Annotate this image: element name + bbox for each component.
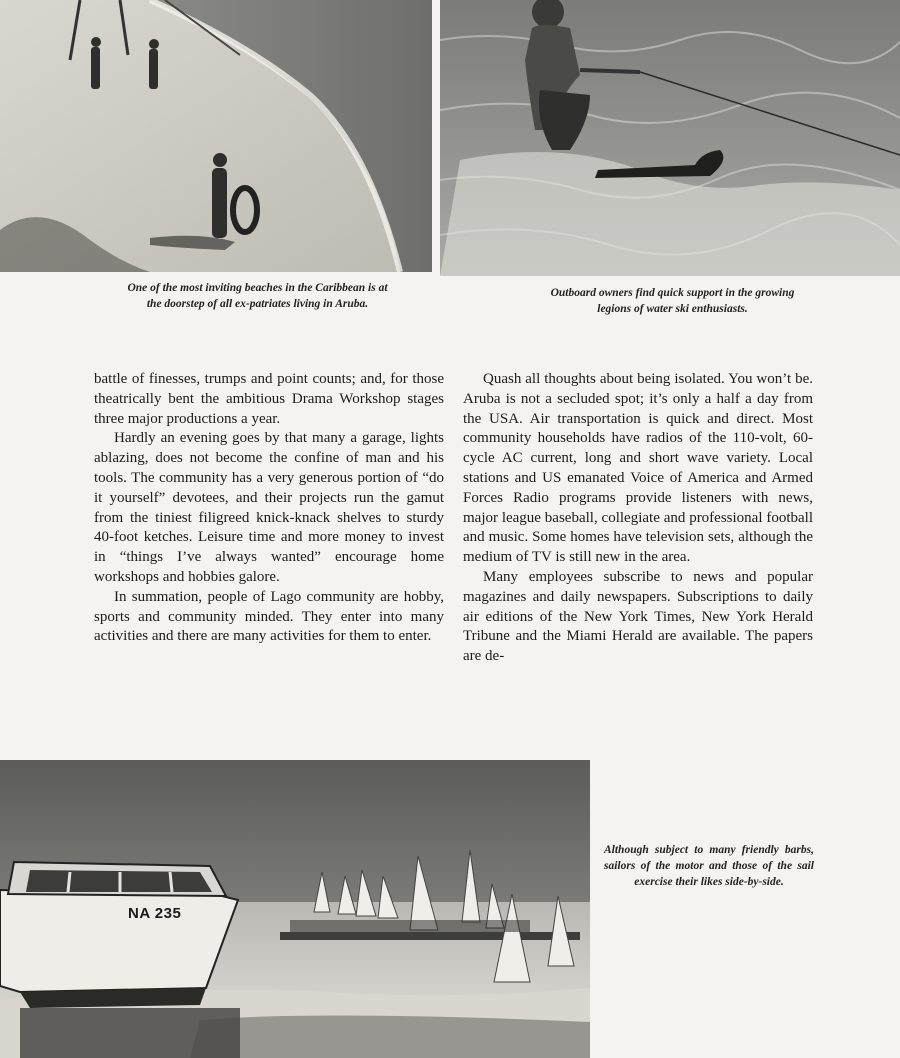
beach-photo-caption: One of the most inviting beaches in the Caribbean is at the doorstep of all ex-patriates living in Aruba.	[127, 282, 388, 310]
beach-photo	[0, 0, 432, 272]
beach-photo-image	[0, 0, 432, 272]
boat-hull-label: NA 235	[128, 905, 182, 922]
article-column-right	[463, 370, 813, 667]
boats-photo	[0, 760, 590, 1058]
waterski-photo-caption: Outboard owners find quick support in the growing legions of water ski enthusiasts.	[550, 287, 795, 315]
article-column-left	[94, 370, 444, 647]
article-paragraph: Hardly an evening goes by that many a garage, lights ablazing, does not become the confine of man and his tools. The community has a very generous portion of “do it yourself” devotees, and their projects run the gamut from the tiniest filigreed knick-knack shelves to sturdy 40-foot ketches. Leisure time and more money to invest in “things I’ve always wanted” encourage home workshops and hobbies galore.	[94, 430, 444, 585]
boats-photo-image	[0, 760, 590, 1058]
article-paragraph: Many employees subscribe to news and popular magazines and daily newspapers. Subscriptions to daily air editions of the New York Times, New York Herald Tribune and the Miami Herald are available. The papers are de-	[463, 568, 813, 665]
boats-photo-caption: Although subject to many friendly barbs, sailors of the motor and those of the sail exercise their likes side-by-side.	[604, 844, 814, 888]
article-paragraph: battle of finesses, trumps and point counts; and, for those theatrically bent the ambitious Drama Workshop stages three major productions a year.	[94, 371, 444, 427]
waterski-photo	[440, 0, 900, 276]
article-paragraph: Quash all thoughts about being isolated. You won’t be. Aruba is not a secluded spot; it’s only a half a day from the USA. Air transportation is quick and direct. Most community households have radios of the 110-volt, 60-cycle AC current, long and short wave variety. Local stations and US emanated Voice of America and Armed Forces Radio programs provide listeners with news, major league baseball, collegiate and professional football and music. Some homes have television sets, although the medium of TV is still new in the area.	[463, 371, 813, 566]
waterski-photo-image	[440, 0, 900, 276]
article-paragraph: In summation, people of Lago community are hobby, sports and community minded. They enter into many activities and there are many activities for them to enter.	[94, 588, 444, 645]
